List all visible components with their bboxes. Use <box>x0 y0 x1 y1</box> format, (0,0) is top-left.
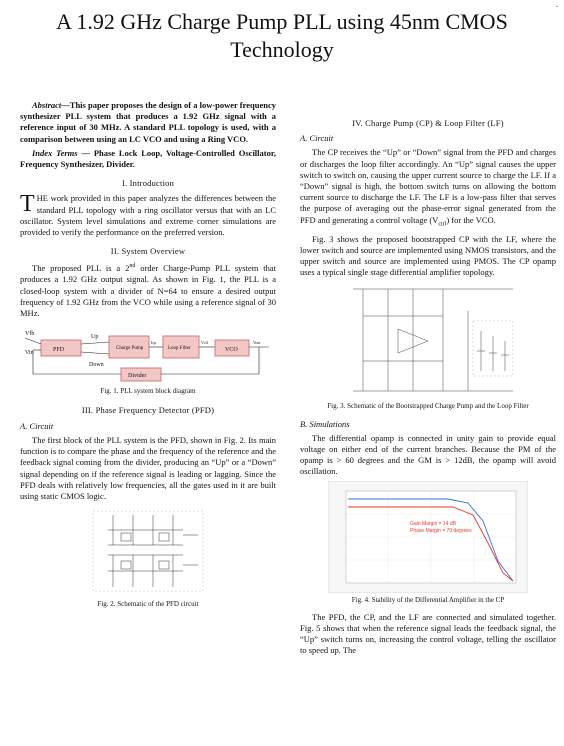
index-terms-text: — Phase Lock Loop, Voltage-Controlled Oscillator, Frequency Synthesizer, Divider. <box>20 147 276 170</box>
fig4-stability-plot <box>328 481 528 593</box>
sec2-part-a: The proposed PLL is a 2 <box>32 263 130 274</box>
page-mark: . <box>556 0 558 9</box>
section-2-text <box>20 261 276 319</box>
index-terms-label: Index Terms <box>32 147 78 158</box>
fig2-caption: Fig. 2. Schematic of the PFD circuit <box>97 600 199 609</box>
sec4-text1-main: The CP receives the “Up” or “Down” signal from the PFD and charges or discharges the loop filter accordingly. An “Up” signal causes the upper switch to switch on, causing the upper current source to charge the LF. If a “Down” signal is high, the bottom switch turns on allowing the bottom current source to discharge the LF. The LF is a low-pass filter that serves the purpose of averaging out the phase-error signal generated from the PFD and generating a control voltage (V <box>300 147 556 225</box>
section-4-text-2: Fig. 3 shows the proposed bootstrapped CP with the LF, where the lower switch and source are implemented using NMOS transistors, and the upper switch and source are implemented using PMOS. The CP opamp uses a typical single stage differential amplifier topology. <box>300 233 556 278</box>
pfd-label: PFD <box>53 347 65 354</box>
abstract-text: —This paper proposes the design of a low-power frequency synthesizer PLL system that produces a 1.92 GHz signal with a reference input of 30 MHz. A standard PLL topology is used, with a comparison between using an LC VCO and using a Ring VCO. <box>20 100 277 144</box>
abstract <box>20 100 276 145</box>
label-icp: Icp <box>151 340 157 346</box>
section-3-heading: III. Phase Frequency Detector (PFD) <box>81 405 215 416</box>
charge-pump-label: Charge Pump <box>116 346 144 352</box>
section-4-heading: IV. Charge Pump (CP) & Loop Filter (LF) <box>352 118 504 128</box>
section-1-heading: I. Introduction <box>121 178 175 189</box>
drop-cap: T <box>20 191 35 218</box>
sec4-vctrl-sub: ctrl <box>438 221 447 228</box>
phase-margin-annotation: Phase Margin = 70 degrees <box>410 527 472 534</box>
label-vout: Vout <box>253 340 261 346</box>
label-vfb: Vfb <box>25 331 35 338</box>
left-column <box>20 100 276 616</box>
fig1-caption: Fig. 1. PLL system block diagram <box>100 387 196 396</box>
fig1-block-diagram <box>23 322 273 384</box>
index-terms <box>20 148 276 170</box>
abstract-label: Abstract <box>32 100 62 110</box>
label-up: Up <box>91 334 99 341</box>
fig4-caption: Fig. 4. Stability of the Differential Amplifier in the CP <box>351 595 505 604</box>
label-down: Down <box>89 362 104 369</box>
section-4b-text: The differential opamp is connected in unity gain to provide equal voltage on either end of the current branches. Because the PM of the opamp is > 60 degrees and the GM is > 12dB, the opamp will avoid oscillation. <box>300 432 556 477</box>
paper-title: A 1.92 GHz Charge Pump PLL using 45nm CMOS Technology <box>56 9 508 62</box>
section-3-subheading: A. Circuit <box>20 420 54 431</box>
label-vin: Vin <box>25 350 34 357</box>
section-4b-subheading: B. Simulations <box>300 418 350 429</box>
fig3-cp-schematic <box>333 281 523 399</box>
divider-label: Divider <box>128 373 147 380</box>
right-column <box>300 118 556 660</box>
sec2-sup: nd <box>129 263 136 270</box>
sec4-text1-end: ) for the VCO. <box>446 214 496 225</box>
label-vctl: Vctl <box>201 340 208 346</box>
section-3-text: The first block of the PLL system is the PFD, shown in Fig. 2. Its main function is to compare the phase and the frequency of the reference and the feedback signal coming from the divider, producing an “Up” or a “Down” signal depending on if the reference signal is leading or lagging. Since the PFD deals with relatively low frequencies, all the gates used in it are built using static CMOS logic. <box>20 434 276 501</box>
gain-margin-annotation: Gain Margin = 14 dB <box>410 520 456 527</box>
loop-filter-label: Loop Filter <box>168 346 191 352</box>
fig2-pfd-schematic <box>73 505 223 597</box>
vco-label: VCO <box>225 347 238 354</box>
section-4-text-1 <box>300 147 556 230</box>
sec2-part-b: order Charge-Pump PLL system that produces a 1.92 GHz output signal. As shown in Fig. 1, the PLL is a closed-loop system with a divider of N=64 to ensure a desired output frequency of 1.92 GHz from the VCO while using a reference signal of 30 MHz. <box>20 263 276 319</box>
fig3-caption: Fig. 3. Schematic of the Bootstrapped Charge Pump and the Loop Filter <box>327 402 529 411</box>
section-5-text: The PFD, the CP, and the LF are connected and simulated together. Fig. 5 shows that when the reference signal leads the feedback signal, the “Up” switch turns on, increasing the control voltage, telling the oscillator to speed up. The <box>300 611 556 656</box>
section-4-subheading: A. Circuit <box>300 133 334 144</box>
section-1-text <box>20 193 276 238</box>
section-2-heading: II. System Overview <box>110 246 186 257</box>
intro-paragraph: HE work provided in this paper analyzes the differences between the standard PLL topology with a ring oscillator versus that with an LC oscillator. System level simulations and extreme corner simulations are provided to verify the performance on the preferred version. <box>20 193 276 238</box>
